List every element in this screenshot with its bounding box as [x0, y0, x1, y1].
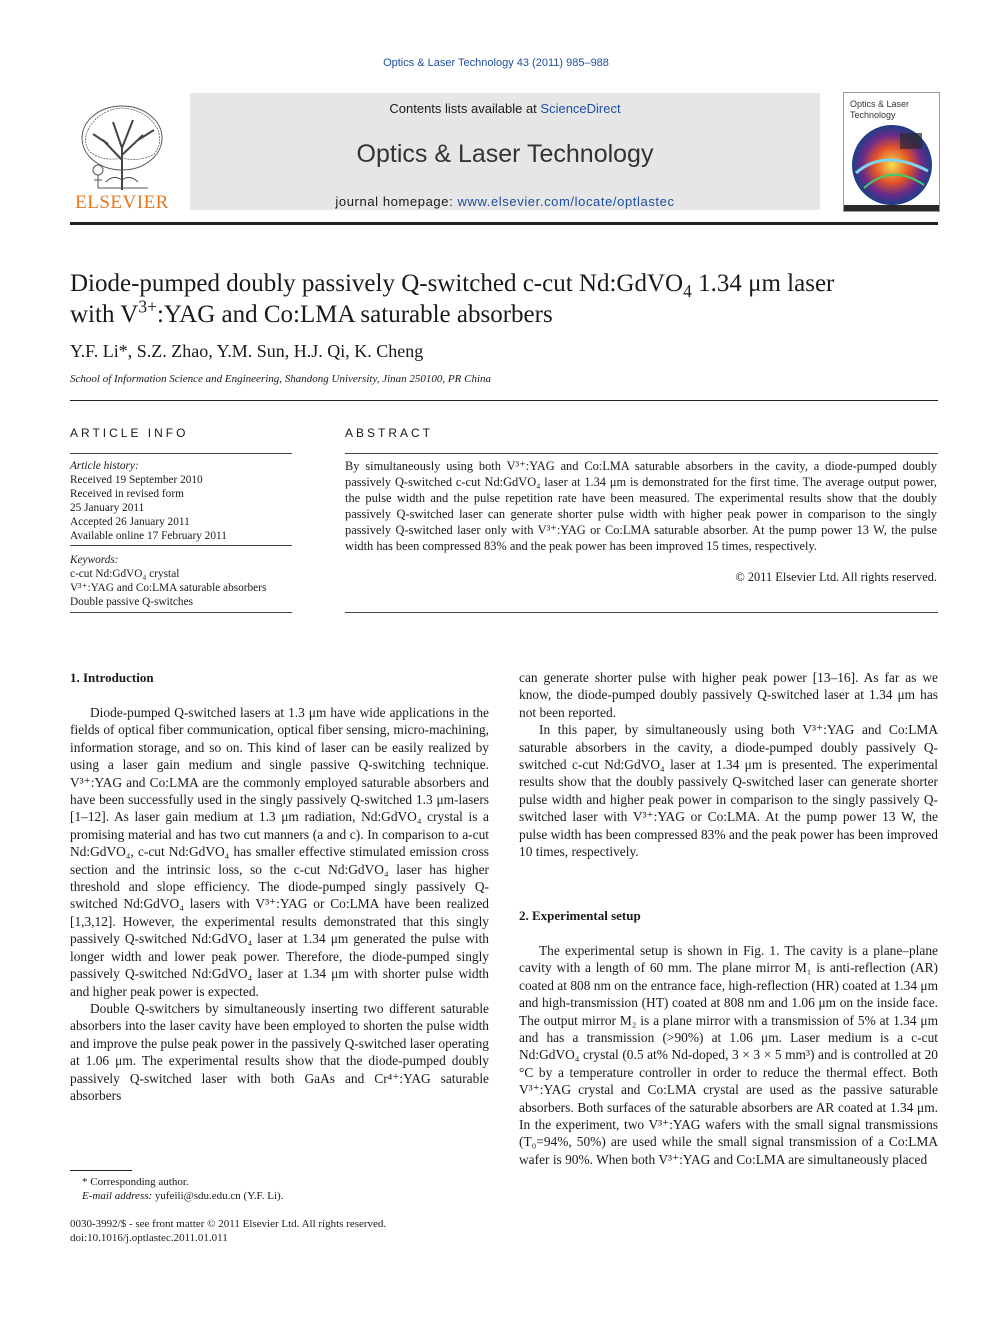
header-divider — [70, 222, 938, 225]
affiliation: School of Information Science and Engineering, Shandong University, Jinan 250100, PR China — [70, 373, 491, 385]
title-superscript: 3+ — [138, 296, 157, 317]
section-heading-experimental-setup: 2. Experimental setup — [519, 908, 641, 923]
abstract-divider-top — [345, 453, 938, 454]
article-title — [70, 268, 950, 330]
keyword-item[interactable]: V³⁺:YAG and Co:LMA saturable absorbers — [70, 582, 267, 595]
abstract-text: By simultaneously using both V³⁺:YAG and Co:LMA saturable absorbers in the cavity, a diode-pumped doubly passively Q-switched c-cut Nd:GdVO₄ laser at 1.34 μm is demonstrated for the first time. The average output power, the pulse width and the pulse repetition rate have been measured. The experimental results show that the doubly passively Q-switched laser can generate shorter pulse width with higher peak power in comparison to the singly passively Q-switched laser only with V³⁺:YAG or Co:LMA saturable absorber. At the pump power 13 W, the pulse width has been compressed 83% and the peak power has been improved 15 times, respectively. — [345, 459, 937, 553]
body-paragraph: Double Q-switchers by simultaneously inserting two different saturable absorbers into the laser cavity have been employed to shorten the pulse width and improve the pulse peak power in the passively Q-switched laser operating at 1.06 μm. The experimental results show that the diode-pumped doubly passively Q-switched laser with both GaAs and Cr⁴⁺:YAG saturable absorbers — [70, 1000, 489, 1103]
cover-art-icon — [844, 93, 939, 211]
right-column-top — [519, 669, 938, 860]
body-paragraph: Diode-pumped Q-switched lasers at 1.3 μm have wide applications in the fields of optical fiber communication, optical fiber sensing, micro-machining, information storage, and so on. This kind of laser can be easily realized by using a laser gain medium and single passive Q-switching technique. V³⁺:YAG and Co:LMA are the commonly employed saturable absorbers and have been successfully used in the singly passively Q-switched 1.3 μm-lasers [1–12]. As laser gain medium at 1.3 μm radiation, Nd:GdVO₄ crystal is a promising material and has two cut manners (a and c). In comparison to a-cut Nd:GdVO₄, c-cut Nd:GdVO₄ has smaller effective stimulated emission cross section and the intrinsic loss, so the c-cut Nd:GdVO₄ laser has higher threshold and slope efficiency. The diode-pumped singly passively Q-switched Nd:GdVO₄ lasers with V³⁺:YAG or Co:LMA have been realized [1,3,12]. However, the experimental results demonstrated that this singly passively Q-switched Nd:GdVO₄ laser at 1.34 μm generated the pulse with longer width and lower peak power. Therefore, the diode-pumped singly passively Q-switched Nd:GdVO₄ laser at 1.34 μm with shorter pulse width and higher peak power is expected. — [70, 705, 489, 999]
title-part-2: 1.34 μm laser — [691, 270, 835, 297]
keywords — [70, 553, 295, 609]
history-item: Accepted 26 January 2011 — [70, 516, 190, 529]
right-column-bottom — [519, 942, 938, 1168]
info-divider-top — [70, 453, 292, 454]
title-part-4: :YAG and Co:LMA saturable absorbers — [156, 301, 553, 328]
homepage-prefix: journal homepage: — [335, 194, 458, 209]
corresponding-author-note: * Corresponding author. — [82, 1176, 189, 1188]
cover-title: Optics & Laser Technology — [850, 99, 910, 120]
email-label: E-mail address: — [82, 1190, 153, 1202]
contents-line — [190, 101, 820, 116]
body-paragraph: The experimental setup is shown in Fig. 1. The cavity is a plane–plane cavity with a length of 60 mm. The plane mirror M₁ is anti-reflection (AR) coated at 808 nm on the entrance face, high-reflection (HR) coated at 1.34 μm and high-transmission (HT) coated at 808 nm and 1.06 μm on the inside face. The output mirror M₂ is a plane mirror with a transmission of 5% at 1.34 μm and has a transmission (>90%) at 1.06 μm. Laser medium is a c-cut Nd:GdVO₄ crystal (0.5 at% Nd-doped, 3 × 3 × 5 mm³) and is controlled at 20 °C by a temperature controller in order to reduce the thermal effect. Both V³⁺:YAG crystal and Co:LMA crystal are used as the passive saturable absorbers. Both surfaces of the saturable absorbers are AR coated at 1.34 μm. In the experiment, two V³⁺:YAG wafers with the small signal transmissions (T₀=94%, 50%) are used while the small signal transmission of a Co:LMA wafer is 90%. When both V³⁺:YAG and Co:LMA are simultaneously placed — [519, 943, 938, 1167]
title-subscript: 4 — [683, 281, 692, 301]
keywords-label: Keywords: — [70, 554, 119, 566]
homepage-link[interactable]: www.elsevier.com/locate/optlastec — [457, 194, 675, 209]
front-matter-info — [70, 1217, 386, 1245]
journal-name: Optics & Laser Technology — [356, 140, 654, 168]
body-paragraph: In this paper, by simultaneously using both V³⁺:YAG and Co:LMA saturable absorbers in the cavity, a diode-pumped doubly passively Q-switched c-cut Nd:GdVO₄ laser at 1.34 μm is presented. The experimental results show that the doubly passively Q-switched laser can generate shorter pulse width and higher peak power in comparison to the singly passively Q-switched laser with V³⁺:YAG or Co:LMA. At the pump power 13 W, the pulse width has been compressed 83% and the peak power has been improved 10 times, respectively. — [519, 722, 938, 860]
info-divider-bottom — [70, 612, 292, 613]
title-part-1: Diode-pumped doubly passively Q-switched c-cut Nd:GdVO — [70, 270, 684, 297]
email-line — [70, 1189, 283, 1203]
abstract-copyright: © 2011 Elsevier Ltd. All rights reserved. — [735, 570, 937, 584]
footnote-divider — [70, 1170, 132, 1171]
body-paragraph: can generate shorter pulse with higher peak power [13–16]. As far as we know, the diode-pumped doubly passively Q-switched laser at 1.34 μm has not been reported. — [519, 670, 938, 720]
history-label: Article history: — [70, 460, 139, 472]
article-info-heading: ARTICLE INFO — [70, 426, 189, 440]
contents-prefix: Contents lists available at — [389, 101, 541, 116]
keyword-item[interactable]: c-cut Nd:GdVO₄ crystal — [70, 568, 180, 581]
journal-citation[interactable]: Optics & Laser Technology 43 (2011) 985–988 — [383, 57, 609, 69]
email-address[interactable]: yufeili@sdu.edu.cn (Y.F. Li). — [152, 1190, 284, 1202]
article-history — [70, 459, 295, 544]
history-item: Available online 17 February 2011 — [70, 530, 227, 543]
history-item: 25 January 2011 — [70, 502, 145, 515]
author-list[interactable]: Y.F. Li*, S.Z. Zhao, Y.M. Sun, H.J. Qi, K. Cheng — [70, 341, 424, 361]
issn-line: 0030-3992/$ - see front matter © 2011 Elsevier Ltd. All rights reserved. — [70, 1218, 387, 1230]
keyword-item[interactable]: Double passive Q-switches — [70, 596, 193, 609]
title-part-3: with V — [70, 301, 139, 328]
abstract-heading: ABSTRACT — [345, 426, 434, 440]
footnote — [70, 1175, 283, 1203]
elsevier-wordmark: ELSEVIER — [75, 192, 169, 213]
homepage-line — [190, 194, 820, 209]
sciencedirect-link[interactable]: ScienceDirect — [540, 101, 621, 116]
history-item: Received 19 September 2010 — [70, 474, 203, 487]
abstract-divider-bottom — [345, 612, 938, 613]
info-divider-middle — [70, 545, 292, 546]
journal-cover-thumbnail[interactable] — [843, 92, 940, 212]
left-column — [70, 704, 489, 1104]
history-item: Received in revised form — [70, 488, 184, 501]
elsevier-logo — [68, 100, 176, 212]
section-heading-introduction: 1. Introduction — [70, 670, 154, 685]
doi-line[interactable]: doi:10.1016/j.optlastec.2011.01.011 — [70, 1232, 228, 1244]
title-divider — [70, 400, 938, 401]
